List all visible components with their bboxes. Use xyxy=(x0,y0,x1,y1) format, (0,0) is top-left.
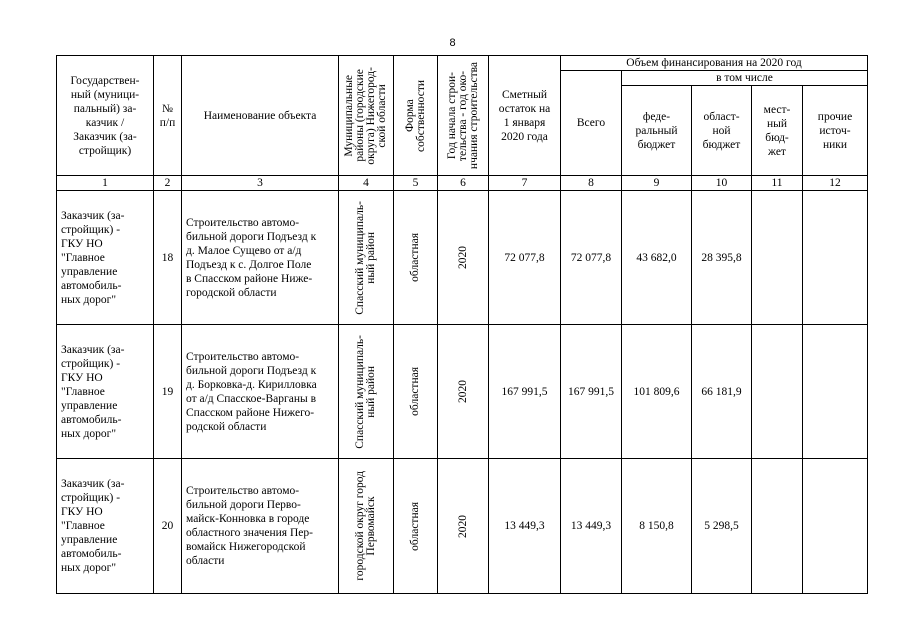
row-customer: Заказчик (за- стройщик) - ГКУ НО "Главное управление автомобиль- ных дорог" xyxy=(57,325,154,459)
row-years: 2020 xyxy=(456,380,469,403)
column-number: 9 xyxy=(622,176,692,191)
column-number: 8 xyxy=(561,176,622,191)
header-regional: област- ной бюджет xyxy=(692,86,752,176)
row-total: 13 449,3 xyxy=(561,459,622,594)
row-federal: 101 809,6 xyxy=(622,325,692,459)
column-number: 3 xyxy=(182,176,339,191)
row-ownership-cell xyxy=(394,325,438,459)
row-ownership: областная xyxy=(409,233,421,282)
row-object: Строительство автомо- бильной дороги Подъезд к д. Малое Сущево от а/д Подъезд к с. Долгое Поле в Спасском районе Ниже- городской области xyxy=(182,191,339,325)
header-total: Всего xyxy=(561,71,622,176)
row-num: 20 xyxy=(154,459,182,594)
row-other xyxy=(803,459,868,594)
row-district-cell xyxy=(339,325,394,459)
header-estimate: Сметный остаток на 1 января 2020 года xyxy=(489,56,561,176)
table-row xyxy=(57,459,868,594)
table-row xyxy=(57,325,868,459)
column-number: 5 xyxy=(394,176,438,191)
header-years-cell xyxy=(438,56,489,176)
header-district: Муниципальные районы (городские округа) Нижегород- ской области xyxy=(343,66,388,165)
row-num: 18 xyxy=(154,191,182,325)
header-other: прочие источ- ники xyxy=(803,86,868,176)
row-local xyxy=(752,325,803,459)
row-federal: 43 682,0 xyxy=(622,191,692,325)
row-customer: Заказчик (за- стройщик) - ГКУ НО "Главное управление автомобиль- ных дорог" xyxy=(57,191,154,325)
header-local: мест- ный бюд- жет xyxy=(752,86,803,176)
financing-table xyxy=(56,55,868,594)
page-number: 8 xyxy=(449,37,456,49)
header-customer: Государствен- ный (муници- пальный) за- казчик / Заказчик (за- стройщик) xyxy=(57,56,154,176)
header-district-cell xyxy=(339,56,394,176)
table-row xyxy=(57,191,868,325)
header-ownership: Форма собственности xyxy=(403,79,427,152)
row-local xyxy=(752,191,803,325)
row-years-cell xyxy=(438,191,489,325)
row-estimate: 13 449,3 xyxy=(489,459,561,594)
row-estimate: 72 077,8 xyxy=(489,191,561,325)
column-number: 7 xyxy=(489,176,561,191)
column-number: 2 xyxy=(154,176,182,191)
row-other xyxy=(803,325,868,459)
row-ownership: областная xyxy=(409,367,421,416)
header-num: № п/п xyxy=(154,56,182,176)
row-years-cell xyxy=(438,325,489,459)
row-total: 72 077,8 xyxy=(561,191,622,325)
header-object-name: Наименование объекта xyxy=(182,56,339,176)
header-years: Год начала строи- тельства - год око- нчания строительства xyxy=(445,61,480,170)
header-funding-group: Объем финансирования на 2020 год xyxy=(561,56,868,71)
row-years: 2020 xyxy=(456,246,469,269)
column-number: 1 xyxy=(57,176,154,191)
column-number: 11 xyxy=(752,176,803,191)
row-estimate: 167 991,5 xyxy=(489,325,561,459)
header-ownership-cell xyxy=(394,56,438,176)
row-ownership: областная xyxy=(409,501,421,551)
row-federal: 8 150,8 xyxy=(622,459,692,594)
row-regional: 66 181,9 xyxy=(692,325,752,459)
row-total: 167 991,5 xyxy=(561,325,622,459)
row-local xyxy=(752,459,803,594)
column-number: 6 xyxy=(438,176,489,191)
row-regional: 5 298,5 xyxy=(692,459,752,594)
row-years-cell xyxy=(438,459,489,594)
header-federal: феде- ральный бюджет xyxy=(622,86,692,176)
row-ownership-cell xyxy=(394,459,438,594)
row-district: городской округ город Первомайск xyxy=(354,471,377,581)
column-number: 10 xyxy=(692,176,752,191)
row-district-cell xyxy=(339,459,394,594)
row-object: Строительство автомо- бильной дороги Подъезд к д. Борковка-д. Кирилловка от а/д Спасское-Варганы в Спасском районе Нижего- родской области xyxy=(182,325,339,459)
row-regional: 28 395,8 xyxy=(692,191,752,325)
header-including: в том числе xyxy=(622,71,868,86)
column-number: 4 xyxy=(339,176,394,191)
row-customer: Заказчик (за- стройщик) - ГКУ НО "Главное управление автомобиль- ных дорог" xyxy=(57,459,154,594)
row-other xyxy=(803,191,868,325)
row-ownership-cell xyxy=(394,191,438,325)
row-years: 2020 xyxy=(456,514,469,538)
row-district-cell xyxy=(339,191,394,325)
row-num: 19 xyxy=(154,325,182,459)
column-number: 12 xyxy=(803,176,868,191)
row-district: Спасский муниципаль- ный район xyxy=(354,334,377,449)
row-object: Строительство автомо- бильной дороги Перво- майск-Конновка в городе областного значения Пер- вомайск Нижегородской области xyxy=(182,459,339,594)
row-district: Спасский муниципаль- ный район xyxy=(354,200,377,315)
